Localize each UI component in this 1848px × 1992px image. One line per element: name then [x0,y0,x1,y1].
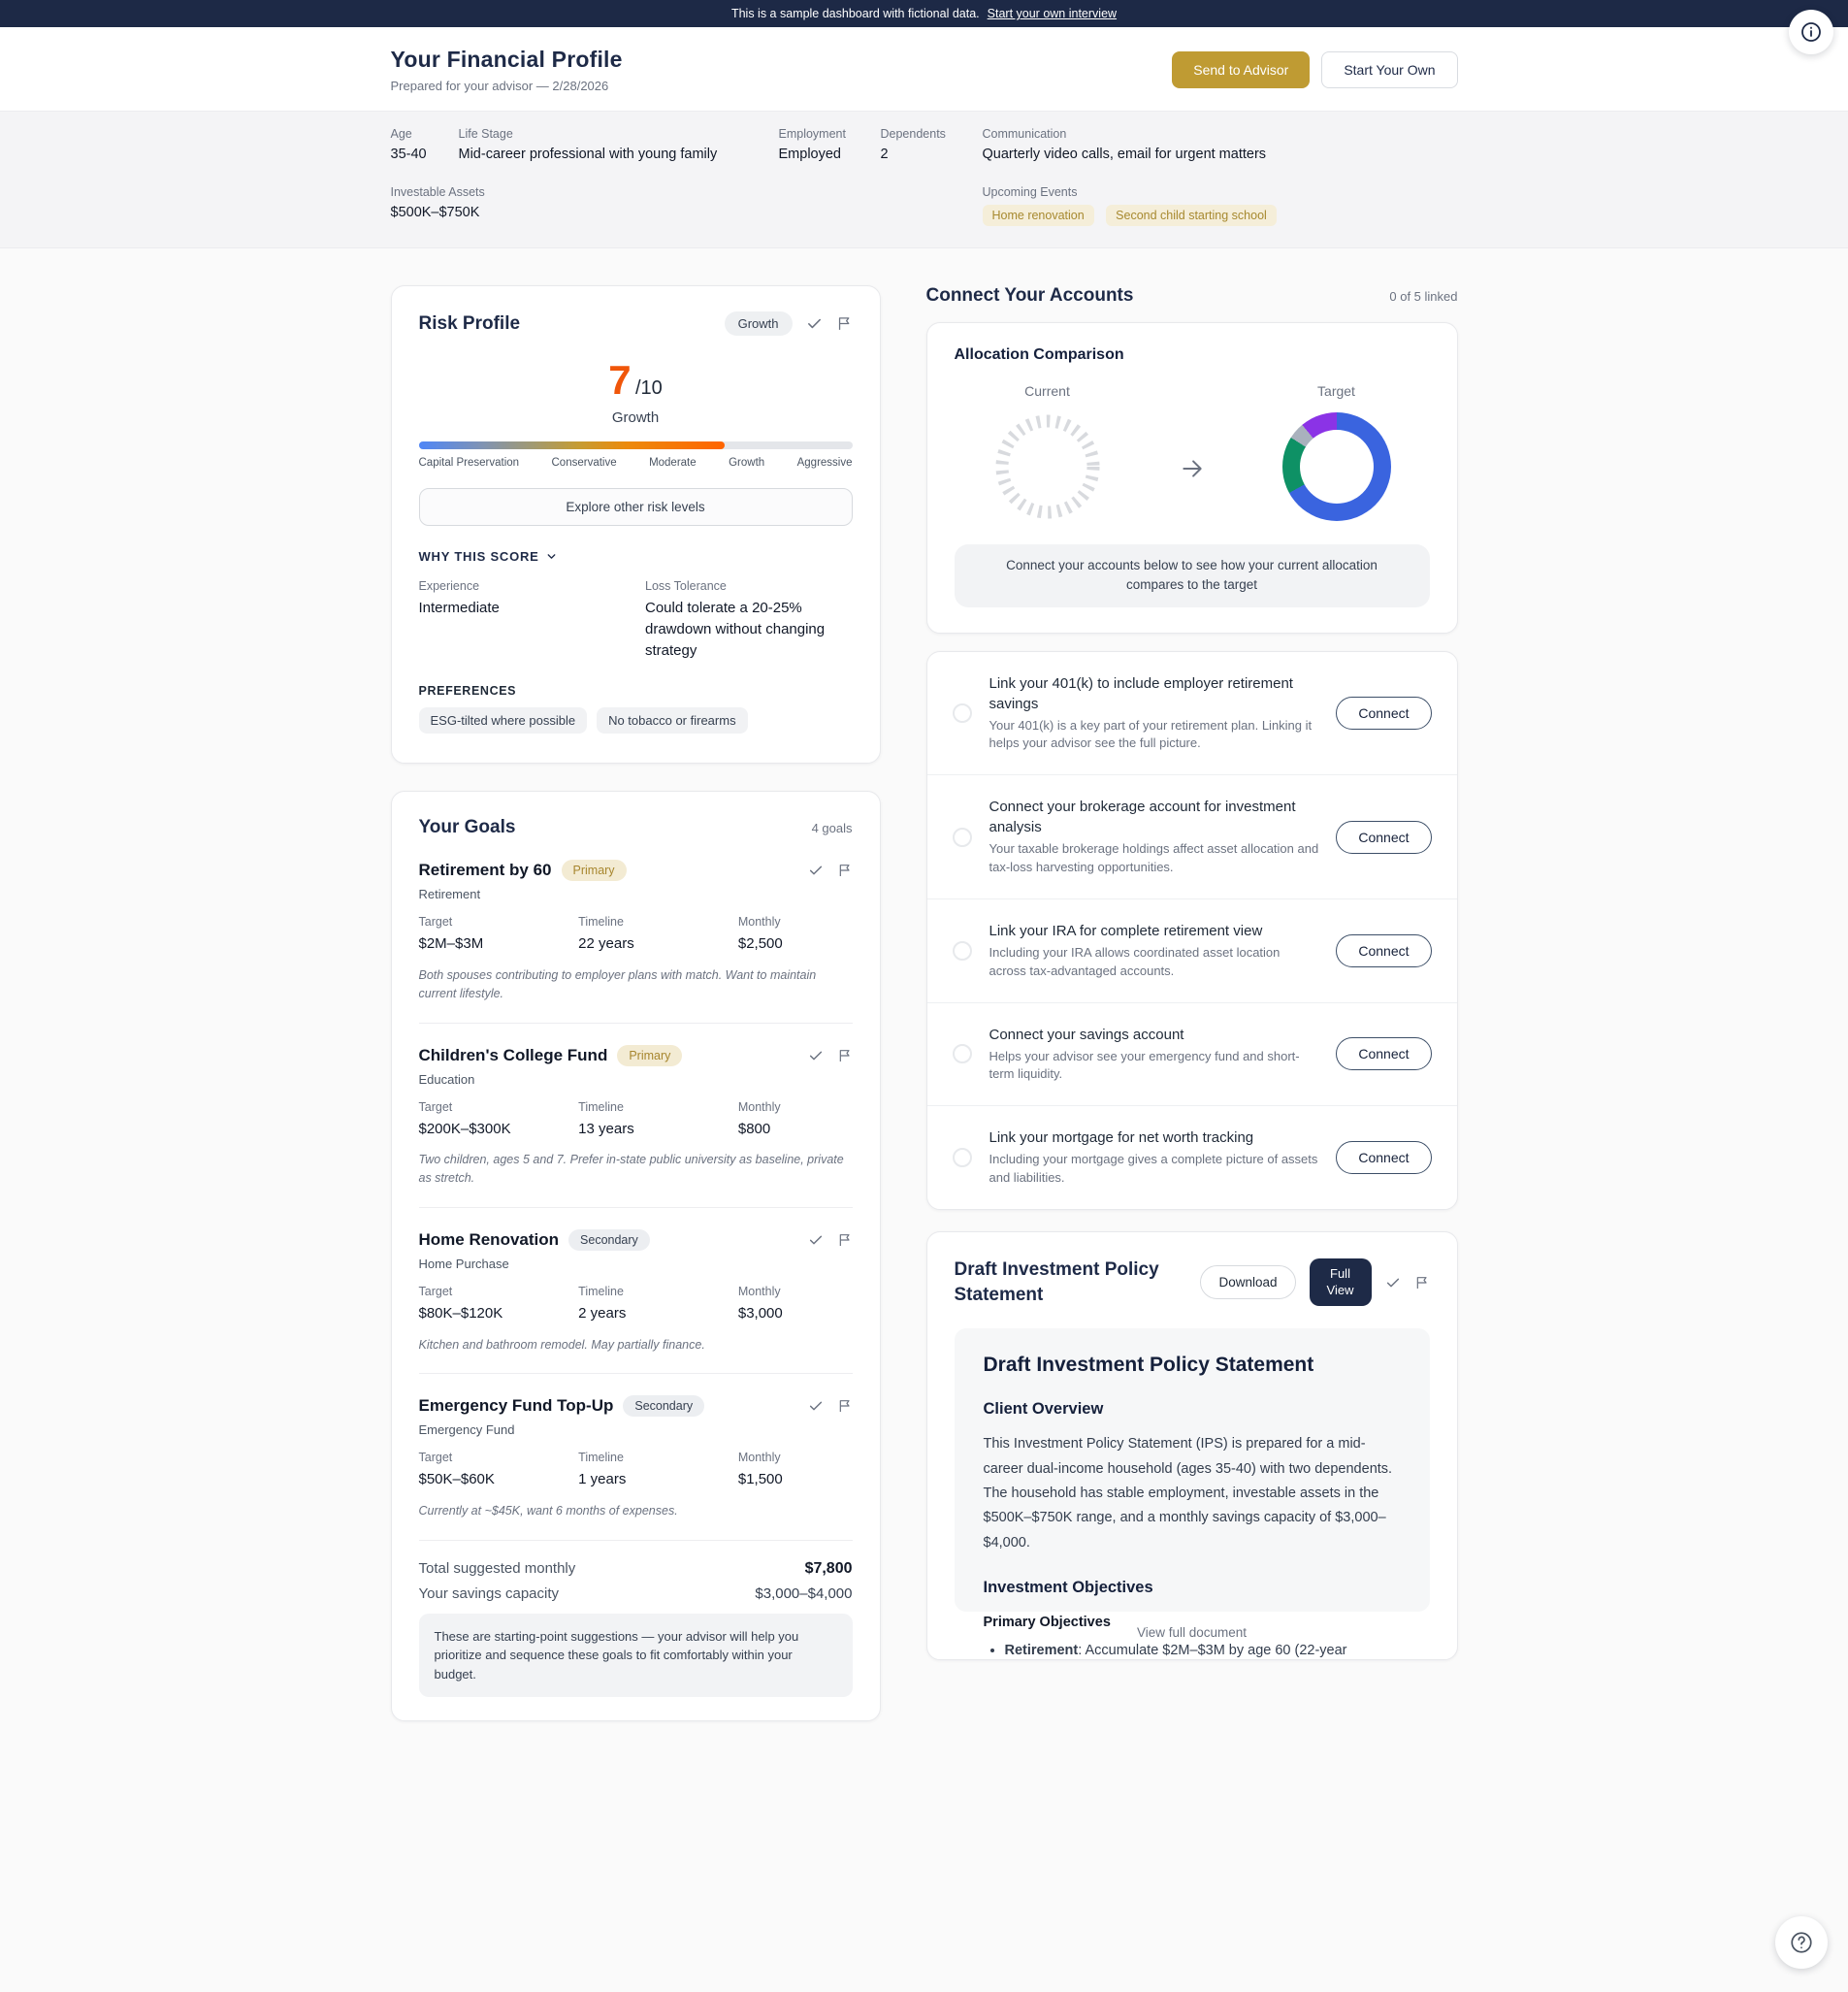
start-interview-link[interactable]: Start your own interview [987,7,1118,20]
why-this-score-toggle[interactable]: WHY THIS SCORE [419,549,853,564]
arrow-right-icon [1180,456,1205,481]
help-button[interactable] [1775,1916,1828,1969]
risk-bar-fill [419,441,725,449]
account-title: Link your mortgage for net worth tracking [989,1129,1254,1147]
goal-note: Two children, ages 5 and 7. Prefer in-state public university as baseline, private as stretch. [418,1153,844,1185]
ips-client-overview-heading: Client Overview [983,1400,1104,1419]
connect-brokerage-button[interactable]: Connect [1336,821,1431,854]
ips-doc-title: Draft Investment Policy Statement [983,1354,1314,1377]
account-desc: Including your IRA allows coordinated asset location across tax-advantaged accounts. [989,944,1281,978]
account-link-list [926,651,1458,1210]
link-status-radio[interactable] [953,828,972,847]
risk-score: 7 [608,357,632,403]
ips-objective-bullet: • Retirement: Accumulate $2M–$3M by age 60 (22-year [1005,1640,1401,1662]
send-to-advisor-button[interactable]: Send to Advisor [1172,51,1310,88]
flag-icon[interactable] [837,1232,853,1248]
field-upcoming-events: Upcoming Events Home renovation Second child starting school [983,185,1458,226]
account-desc: Helps your advisor see your emergency fund and short-term liquidity. [989,1048,1300,1082]
goal-note: Both spouses contributing to employer plans with match. Want to maintain current lifestyle. [418,968,817,1000]
account-title: Link your IRA for complete retirement view [989,922,1263,939]
allocation-note: Connect your accounts below to see how your current allocation compares to the target [955,544,1430,607]
savings-capacity-label: Your savings capacity [418,1584,560,1602]
goal-category: Retirement [418,887,481,902]
scale-label: Moderate [649,457,697,469]
ips-primary-objectives-heading: Primary Objectives [983,1615,1111,1631]
account-title: Connect your brokerage account for investment analysis [989,799,1296,836]
approve-check-icon[interactable] [808,1232,824,1248]
goal-monthly: $3,000 [737,1304,783,1322]
goal-target: $50K–$60K [418,1471,495,1488]
preference-pill: ESG-tilted where possible [419,707,588,734]
scale-label: Aggressive [796,457,853,469]
field-communication: Communication Quarterly video calls, email for urgent matters [982,127,1267,162]
goal-category: Education [418,1071,475,1087]
goals-card [391,791,881,1721]
flag-icon[interactable] [836,315,853,332]
field-investable-assets: Investable Assets $500K–$750K [390,185,485,220]
current-allocation-placeholder-donut [993,412,1102,521]
current-allocation-label: Current [1024,383,1070,399]
advisor-note: These are starting-point suggestions — your advisor will help you prioritize and sequence these goals to fit comfortably within your budget. [419,1614,853,1698]
field-employment: Employment Employed [778,127,846,162]
flag-icon[interactable] [837,1398,853,1414]
flag-icon[interactable] [837,1048,853,1063]
flag-icon[interactable] [837,863,853,878]
goal-category: Emergency Fund [418,1422,515,1438]
goal-timeline: 1 years [578,1471,627,1488]
preferences-heading: PREFERENCES [418,684,517,699]
goal-target: $200K–$300K [418,1120,511,1137]
field-life-stage: Life Stage Mid-career professional with young family [458,127,718,162]
risk-card-title: Risk Profile [418,312,521,334]
approve-check-icon[interactable] [808,863,824,878]
link-status-radio[interactable] [953,1044,972,1063]
target-donut [1282,412,1391,521]
download-button[interactable]: Download [1200,1265,1295,1299]
ips-objectives-heading: Investment Objectives [983,1579,1153,1597]
goal-note: Kitchen and bathroom remodel. May partially finance. [418,1337,705,1352]
total-monthly-value: $7,800 [804,1559,853,1577]
chevron-down-icon [545,550,558,563]
risk-profile-card [391,285,881,764]
goal-timeline: 13 years [578,1120,634,1137]
linked-count: 0 of 5 linked [1389,289,1458,304]
approve-check-icon[interactable] [806,315,823,332]
account-row-savings [927,1003,1457,1107]
goal-priority-badge: Primary [617,1045,682,1066]
goal-target: $80K–$120K [418,1304,503,1322]
risk-scale [419,441,853,469]
account-row-brokerage [927,775,1457,899]
goal-monthly: $800 [737,1120,771,1137]
experience-field: Experience Intermediate [418,579,500,616]
goals-count: 4 goals [811,820,853,835]
connect-mortgage-button[interactable]: Connect [1336,1141,1431,1174]
profile-summary-bar [0,111,1848,248]
account-desc: Your 401(k) is a key part of your retirement plan. Linking it helps your advisor see the full picture. [989,717,1313,751]
start-your-own-button[interactable]: Start Your Own [1321,51,1457,88]
scale-label: Growth [729,457,765,469]
approve-check-icon[interactable] [808,1398,824,1414]
goals-card-title: Your Goals [418,817,516,838]
goal-name: Emergency Fund Top-Up [418,1396,614,1416]
link-status-radio[interactable] [953,941,972,961]
risk-score-denominator: /10 [635,377,663,399]
approve-check-icon[interactable] [1385,1275,1401,1290]
goal-timeline: 2 years [578,1304,627,1322]
savings-capacity-value: $3,000–$4,000 [755,1584,853,1602]
goal-item-retirement: Retirement by 60 Primary Retirement Target $2M–$3M Timeline 22 years Monthly $2,500 Both spouses contributing to employer plans with match. Want to maintain current lifestyle. [419,838,853,1023]
goal-timeline: 22 years [578,935,634,953]
goal-item-emergency-fund: Emergency Fund Top-Up Secondary Emergency Fund Target $50K–$60K Timeline 1 years Monthly $1,500 Currently at ~$45K, want 6 months of expenses. [419,1374,853,1541]
sample-banner [0,0,1848,27]
allocation-title: Allocation Comparison [954,346,1124,363]
connect-savings-button[interactable]: Connect [1336,1037,1431,1070]
goal-priority-badge: Secondary [623,1395,704,1417]
event-badge: Second child starting school [1106,205,1277,226]
preference-pill: No tobacco or firearms [597,707,748,734]
allocation-comparison-card [926,322,1458,634]
info-button[interactable] [1789,10,1833,54]
info-icon [1799,20,1823,44]
explore-risk-levels-button[interactable]: Explore other risk levels [419,488,853,526]
ips-client-overview-text: This Investment Policy Statement (IPS) is prepared for a mid-career dual-income household (ages 35-40) with two dependents. The household has stable employment, investable assets in the $500K–$750K range, and a monthly savings capacity of $3,000–$4,000. [983,1436,1393,1551]
account-title: Connect your savings account [989,1026,1184,1043]
account-row-401k [927,652,1457,776]
goal-monthly: $2,500 [737,935,783,953]
connect-ira-button[interactable]: Connect [1336,934,1431,967]
page-title: Your Financial Profile [390,47,623,72]
ips-card [926,1231,1458,1660]
goal-name: Home Renovation [418,1229,560,1249]
goal-name: Retirement by 60 [418,861,552,880]
ips-card-title: Draft Investment Policy Statement [954,1258,1159,1305]
link-status-radio[interactable] [953,703,972,723]
scale-label: Capital Preservation [418,457,520,469]
goal-note: Currently at ~$45K, want 6 months of expenses. [418,1504,678,1518]
total-monthly-label: Total suggested monthly [418,1559,576,1577]
account-title: Link your 401(k) to include employer retirement savings [989,674,1293,712]
goal-item-home-renovation: Home Renovation Secondary Home Purchase Target $80K–$120K Timeline 2 years Monthly $3,000 Kitchen and bathroom remodel. May partially finance. [419,1208,853,1375]
account-desc: Including your mortgage gives a complete picture of assets and liabilities. [989,1152,1318,1186]
field-dependents: Dependents 2 [880,127,946,162]
account-row-mortgage [927,1106,1457,1209]
connect-accounts-title: Connect Your Accounts [925,285,1134,306]
goal-name: Children's College Fund [418,1045,608,1064]
flag-icon[interactable] [1414,1275,1430,1290]
goal-priority-badge: Primary [562,860,627,881]
field-age: Age 35-40 [390,127,427,162]
banner-text: This is a sample dashboard with fictional data. [730,7,980,20]
page-subtitle: Prepared for your advisor — 2/28/2026 [390,79,609,93]
account-desc: Your taxable brokerage holdings affect asset allocation and tax-loss harvesting opportunities. [989,841,1319,875]
loss-tolerance-field: Loss Tolerance Could tolerate a 20-25% drawdown without changing strategy [645,579,826,659]
goal-target: $2M–$3M [418,935,484,953]
goal-category: Home Purchase [418,1256,509,1271]
connect-401k-button[interactable]: Connect [1336,697,1431,730]
risk-badge: Growth [725,311,793,336]
full-view-button[interactable]: Full View [1310,1258,1372,1307]
goal-monthly: $1,500 [737,1471,783,1488]
account-row-ira [927,899,1457,1003]
question-icon [1789,1930,1814,1955]
view-full-document-link[interactable]: View full document [1136,1625,1248,1641]
link-status-radio[interactable] [953,1148,972,1167]
goal-priority-badge: Secondary [568,1229,650,1251]
scale-label: Conservative [551,457,617,469]
risk-score-label: Growth [611,409,660,426]
target-allocation-label: Target [1317,383,1355,399]
goals-summary [419,1541,853,1698]
goal-item-college-fund: Children's College Fund Primary Education Target $200K–$300K Timeline 13 years Monthly $800 Two children, ages 5 and 7. Prefer in-state public university as baseline, private as stretch. [419,1024,853,1208]
event-badge: Home renovation [983,205,1094,226]
approve-check-icon[interactable] [808,1048,824,1063]
